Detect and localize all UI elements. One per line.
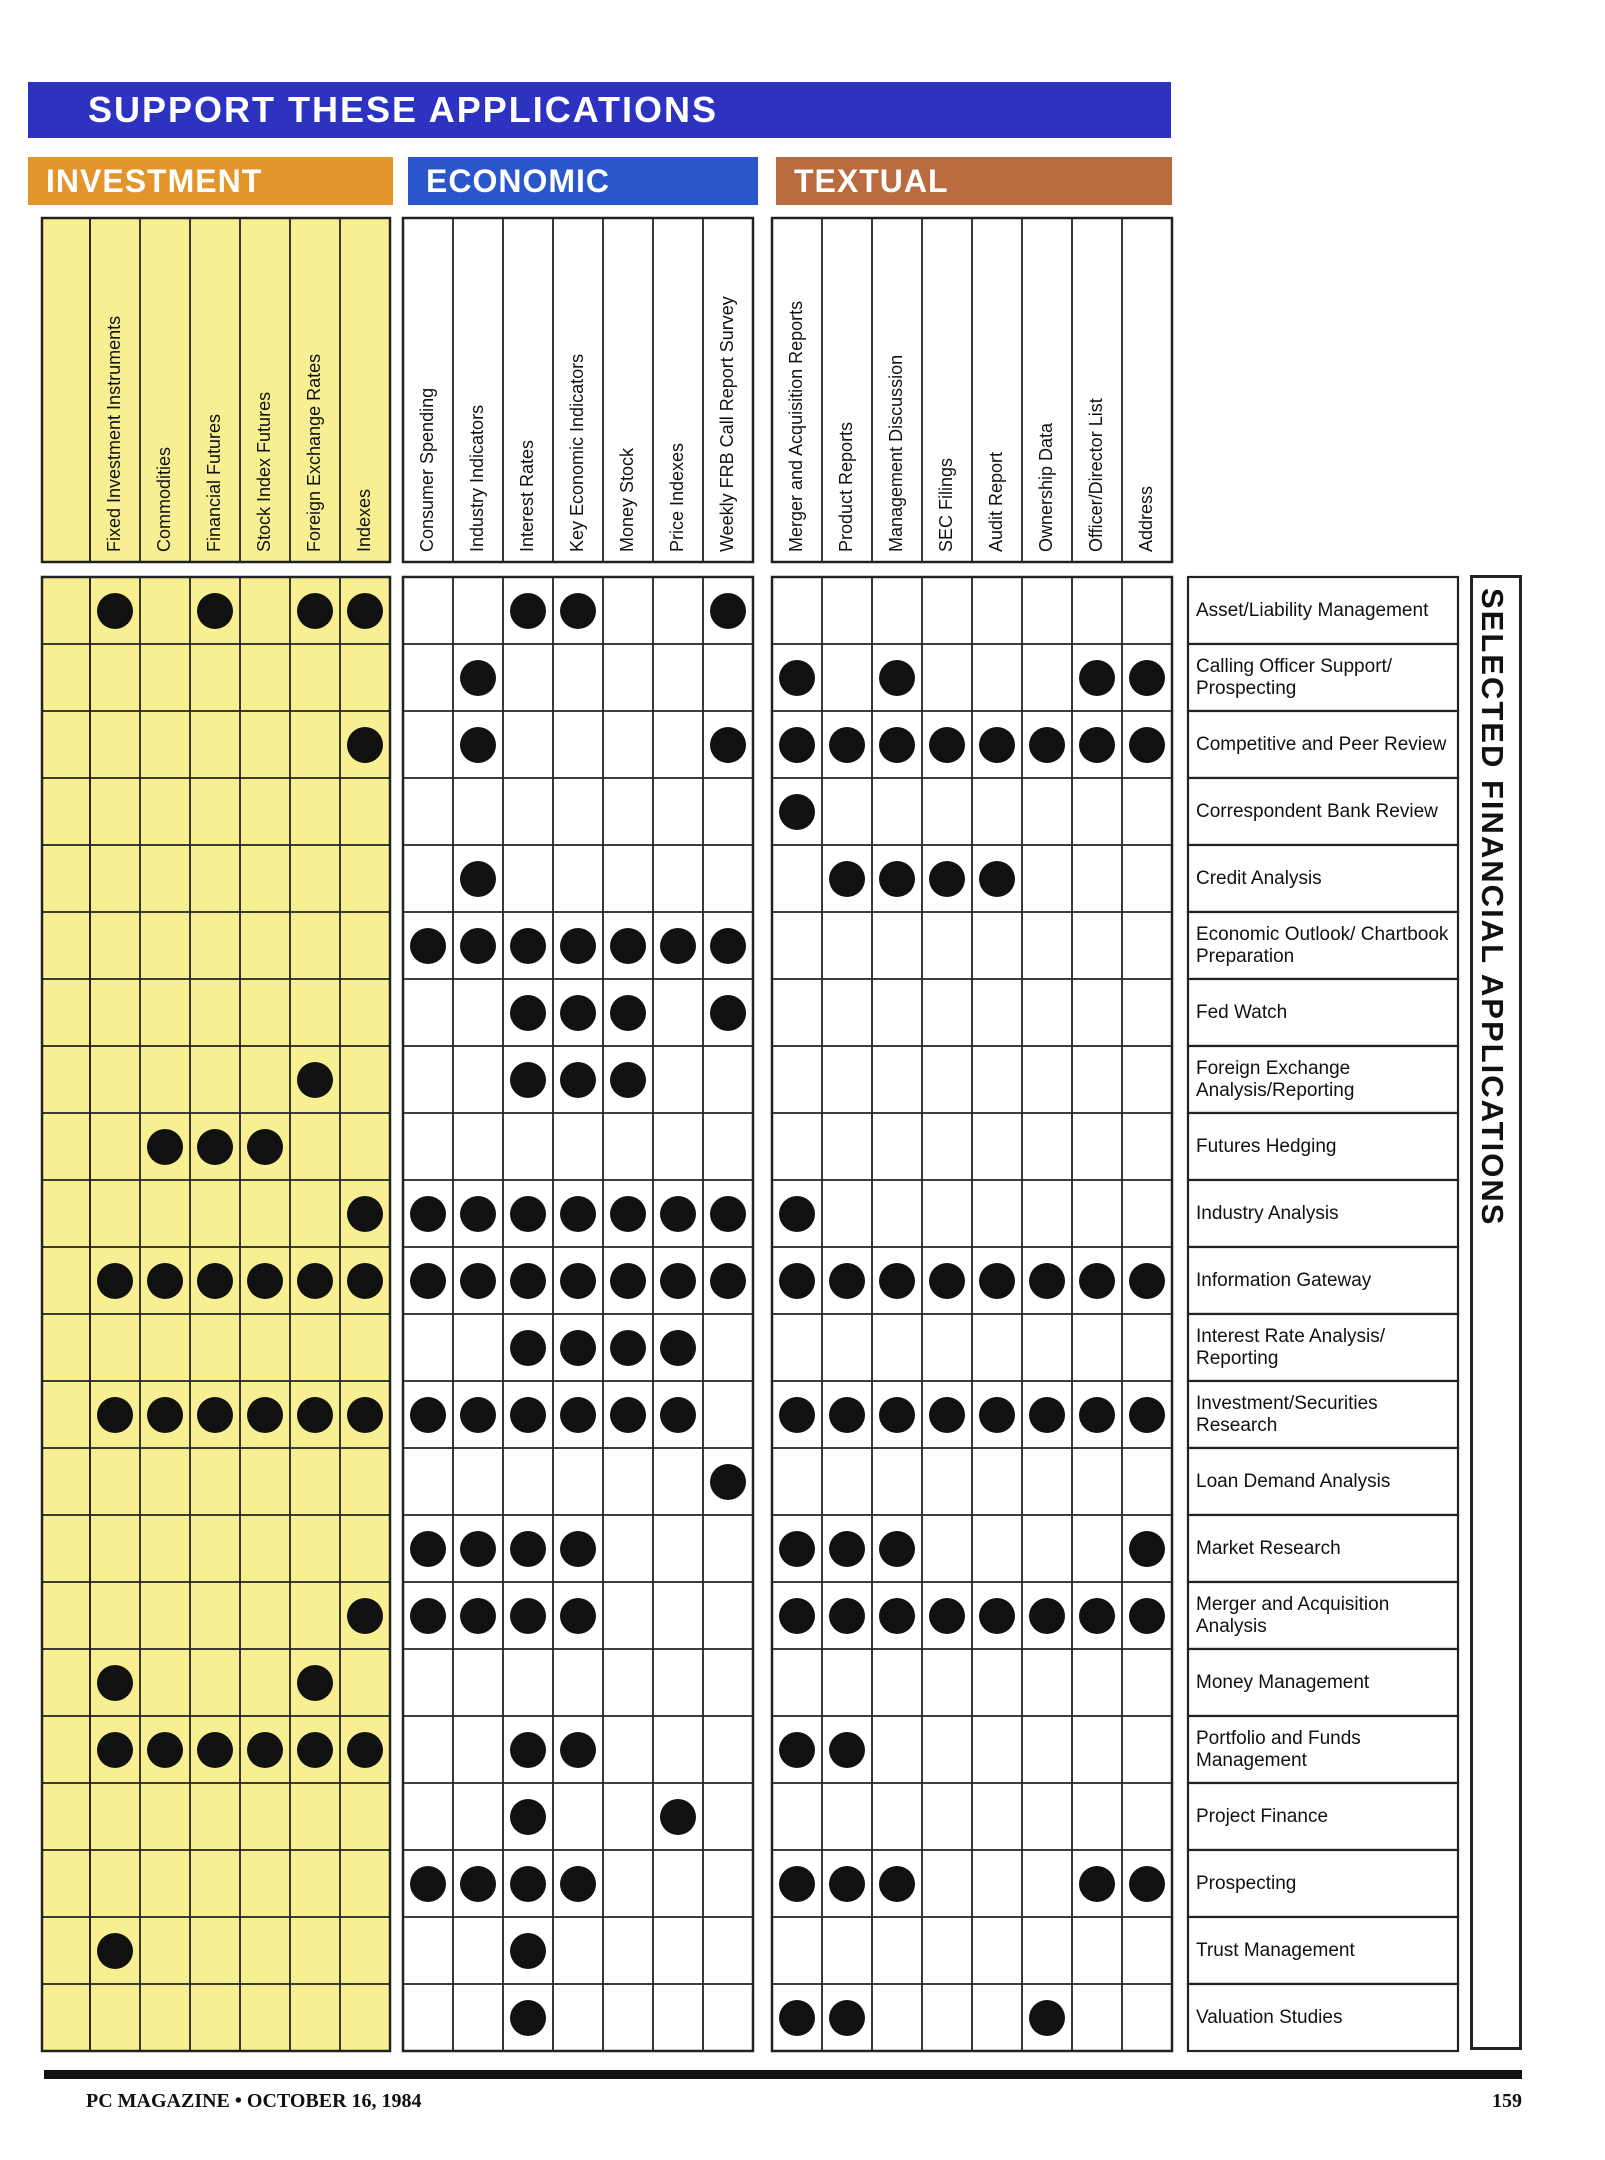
support-dot: [610, 1196, 646, 1232]
support-dot: [460, 660, 496, 696]
application-label: Market Research: [1196, 1537, 1341, 1559]
support-dot: [147, 1397, 183, 1433]
column-label: Address: [1136, 485, 1156, 552]
support-dot: [879, 861, 915, 897]
application-label: Information Gateway: [1196, 1269, 1372, 1291]
support-dot: [197, 1263, 233, 1299]
support-dot: [710, 1196, 746, 1232]
support-dot: [710, 928, 746, 964]
support-dot: [829, 727, 865, 763]
support-dot: [1129, 1531, 1165, 1567]
support-dot: [1029, 2000, 1065, 2036]
support-dot: [510, 1866, 546, 1902]
application-label: Competitive and Peer Review: [1196, 733, 1447, 755]
support-dot: [247, 1397, 283, 1433]
support-dot: [97, 1933, 133, 1969]
support-dot: [929, 1598, 965, 1634]
support-dot: [779, 1263, 815, 1299]
support-dot: [297, 1665, 333, 1701]
support-dot: [510, 2000, 546, 2036]
column-label: SEC Filings: [936, 457, 956, 552]
application-label: Calling Officer Support/ Prospecting: [1196, 655, 1393, 699]
support-dot: [1129, 1263, 1165, 1299]
application-label: Merger and Acquisition Analysis: [1196, 1593, 1390, 1637]
support-dot: [710, 1464, 746, 1500]
support-dot: [779, 1397, 815, 1433]
column-label: Indexes: [354, 488, 374, 552]
application-label: Asset/Liability Management: [1196, 599, 1429, 621]
support-dot: [510, 1263, 546, 1299]
support-dot: [560, 1866, 596, 1902]
side-title: SELECTED FINANCIAL APPLICATIONS: [1475, 588, 1510, 1227]
support-dot: [410, 928, 446, 964]
support-dot: [560, 1330, 596, 1366]
support-dot: [829, 2000, 865, 2036]
support-dot: [97, 1732, 133, 1768]
support-dot: [610, 928, 646, 964]
application-label: Valuation Studies: [1196, 2006, 1343, 2028]
support-dot: [510, 928, 546, 964]
application-label: Fed Watch: [1196, 1001, 1288, 1023]
support-dot: [147, 1129, 183, 1165]
support-dot: [410, 1531, 446, 1567]
column-label: Product Reports: [836, 421, 856, 552]
support-dot: [979, 861, 1015, 897]
support-dot: [510, 1196, 546, 1232]
support-dot: [1079, 1397, 1115, 1433]
application-label: Investment/Securities Research: [1196, 1392, 1378, 1436]
support-dot: [510, 593, 546, 629]
column-label: Key Economic Indicators: [567, 353, 587, 552]
support-dot: [197, 593, 233, 629]
application-label: Industry Analysis: [1196, 1202, 1339, 1224]
support-dot: [1079, 727, 1115, 763]
support-dot: [710, 593, 746, 629]
column-label: Price Indexes: [667, 442, 687, 552]
support-dot: [779, 1866, 815, 1902]
support-dot: [660, 1196, 696, 1232]
support-dot: [347, 1196, 383, 1232]
support-dot: [879, 1397, 915, 1433]
support-dot: [660, 928, 696, 964]
support-dot: [779, 727, 815, 763]
application-label: Futures Hedging: [1196, 1135, 1337, 1157]
support-dot: [197, 1397, 233, 1433]
column-label: Financial Futures: [204, 413, 224, 552]
support-dot: [560, 1062, 596, 1098]
support-dot: [610, 1062, 646, 1098]
support-dot: [610, 995, 646, 1031]
column-label: Ownership Data: [1036, 422, 1056, 552]
application-label: Trust Management: [1196, 1939, 1355, 1961]
support-dot: [510, 1397, 546, 1433]
support-dot: [829, 861, 865, 897]
support-dot: [510, 1330, 546, 1366]
support-dot: [1029, 727, 1065, 763]
support-dot: [1079, 1263, 1115, 1299]
support-dot: [979, 1397, 1015, 1433]
support-dot: [779, 1196, 815, 1232]
support-dot: [829, 1598, 865, 1634]
support-dot: [1029, 1598, 1065, 1634]
column-label: Officer/Director List: [1086, 398, 1106, 552]
support-dot: [610, 1263, 646, 1299]
support-dot: [610, 1330, 646, 1366]
support-dot: [347, 593, 383, 629]
support-dot: [979, 1598, 1015, 1634]
application-label: Money Management: [1196, 1671, 1370, 1693]
support-dot: [147, 1263, 183, 1299]
support-dot: [1029, 1397, 1065, 1433]
support-dot: [879, 1598, 915, 1634]
support-dot: [347, 727, 383, 763]
support-dot: [1129, 727, 1165, 763]
support-dot: [779, 2000, 815, 2036]
support-dot: [1079, 660, 1115, 696]
support-dot: [410, 1263, 446, 1299]
support-dot: [979, 1263, 1015, 1299]
support-dot: [929, 1263, 965, 1299]
support-dot: [510, 1062, 546, 1098]
application-label: Interest Rate Analysis/ Reporting: [1196, 1325, 1386, 1369]
support-dot: [879, 660, 915, 696]
support-dot: [1079, 1598, 1115, 1634]
support-dot: [297, 1062, 333, 1098]
column-label: Commodities: [154, 446, 174, 552]
application-label: Foreign Exchange Analysis/Reporting: [1196, 1057, 1355, 1101]
column-label: Industry Indicators: [467, 404, 487, 552]
support-dot: [460, 928, 496, 964]
support-dot: [560, 1598, 596, 1634]
group-header-economic: ECONOMIC: [408, 157, 758, 205]
support-dot: [197, 1129, 233, 1165]
support-dot: [560, 1263, 596, 1299]
support-dot: [1129, 1397, 1165, 1433]
support-dot: [560, 1397, 596, 1433]
support-dot: [97, 1665, 133, 1701]
footer-rule: [44, 2070, 1522, 2079]
support-dot: [879, 1263, 915, 1299]
application-label: Project Finance: [1196, 1805, 1329, 1827]
support-dot: [460, 1263, 496, 1299]
support-dot: [247, 1263, 283, 1299]
support-dot: [610, 1397, 646, 1433]
support-dot: [410, 1598, 446, 1634]
support-dot: [779, 794, 815, 830]
support-dot: [460, 861, 496, 897]
support-dot: [460, 1397, 496, 1433]
column-label: Fixed Investment Instruments: [104, 315, 124, 552]
support-dot: [929, 727, 965, 763]
support-dot: [460, 1196, 496, 1232]
support-dot: [979, 727, 1015, 763]
support-dot: [510, 1933, 546, 1969]
support-dot: [510, 1531, 546, 1567]
support-dot: [829, 1531, 865, 1567]
support-dot: [97, 593, 133, 629]
support-dot: [560, 1531, 596, 1567]
support-dot: [1129, 660, 1165, 696]
application-label: Prospecting: [1196, 1872, 1297, 1894]
support-dot: [347, 1732, 383, 1768]
application-label: Correspondent Bank Review: [1196, 800, 1438, 822]
column-label: Money Stock: [617, 447, 637, 552]
support-dot: [879, 1866, 915, 1902]
support-dot: [660, 1799, 696, 1835]
support-dot: [197, 1732, 233, 1768]
application-label: Credit Analysis: [1196, 867, 1322, 889]
support-dot: [779, 660, 815, 696]
column-label: Foreign Exchange Rates: [304, 353, 324, 552]
support-dot: [97, 1263, 133, 1299]
banner-title: SUPPORT THESE APPLICATIONS: [28, 82, 1171, 138]
support-dot: [829, 1263, 865, 1299]
support-dot: [460, 727, 496, 763]
support-dot: [410, 1866, 446, 1902]
support-dot: [929, 1397, 965, 1433]
support-dot: [829, 1732, 865, 1768]
support-dot: [460, 1531, 496, 1567]
support-dot: [879, 727, 915, 763]
column-label: Interest Rates: [517, 439, 537, 552]
support-dot: [660, 1263, 696, 1299]
support-dot: [510, 995, 546, 1031]
column-label: Consumer Spending: [417, 387, 437, 552]
support-dot: [710, 995, 746, 1031]
support-dot: [560, 928, 596, 964]
support-dot: [829, 1397, 865, 1433]
group-header-textual: TEXTUAL: [776, 157, 1172, 205]
support-dot: [297, 1263, 333, 1299]
footer-publication: PC MAGAZINE • OCTOBER 16, 1984: [86, 2090, 422, 2112]
support-dot: [510, 1598, 546, 1634]
support-dot: [460, 1598, 496, 1634]
column-label: Audit Report: [986, 451, 1006, 552]
support-dot: [1129, 1598, 1165, 1634]
support-dot: [510, 1799, 546, 1835]
application-label: Portfolio and Funds Management: [1196, 1727, 1361, 1771]
support-dot: [347, 1397, 383, 1433]
support-dot: [560, 593, 596, 629]
column-label: Stock Index Futures: [254, 391, 274, 552]
support-dot: [660, 1397, 696, 1433]
support-dot: [560, 1196, 596, 1232]
support-dot: [560, 995, 596, 1031]
support-dot: [460, 1866, 496, 1902]
application-label: Economic Outlook/ Chartbook Preparation: [1196, 923, 1449, 967]
support-dot: [247, 1129, 283, 1165]
support-dot: [1079, 1866, 1115, 1902]
application-label: Loan Demand Analysis: [1196, 1470, 1391, 1492]
support-dot: [297, 1732, 333, 1768]
column-label: Weekly FRB Call Report Survey: [717, 296, 737, 552]
column-label: Merger and Acquisition Reports: [786, 300, 806, 552]
support-dot: [1129, 1866, 1165, 1902]
column-label: Management Discussion: [886, 354, 906, 552]
support-dot: [779, 1732, 815, 1768]
support-dot: [779, 1598, 815, 1634]
group-header-investment: INVESTMENT: [28, 157, 393, 205]
support-dot: [297, 593, 333, 629]
support-dot: [347, 1598, 383, 1634]
support-dot: [147, 1732, 183, 1768]
support-dot: [347, 1263, 383, 1299]
support-dot: [710, 727, 746, 763]
support-dot: [879, 1531, 915, 1567]
footer-page-number: 159: [1492, 2090, 1522, 2112]
support-dot: [779, 1531, 815, 1567]
support-dot: [560, 1732, 596, 1768]
support-dot: [929, 861, 965, 897]
support-dot: [510, 1732, 546, 1768]
support-dot: [710, 1263, 746, 1299]
support-dot: [297, 1397, 333, 1433]
support-dot: [410, 1397, 446, 1433]
support-dot: [660, 1330, 696, 1366]
support-dot: [1029, 1263, 1065, 1299]
support-dot: [97, 1397, 133, 1433]
support-dot: [247, 1732, 283, 1768]
support-dot: [829, 1866, 865, 1902]
support-dot: [410, 1196, 446, 1232]
